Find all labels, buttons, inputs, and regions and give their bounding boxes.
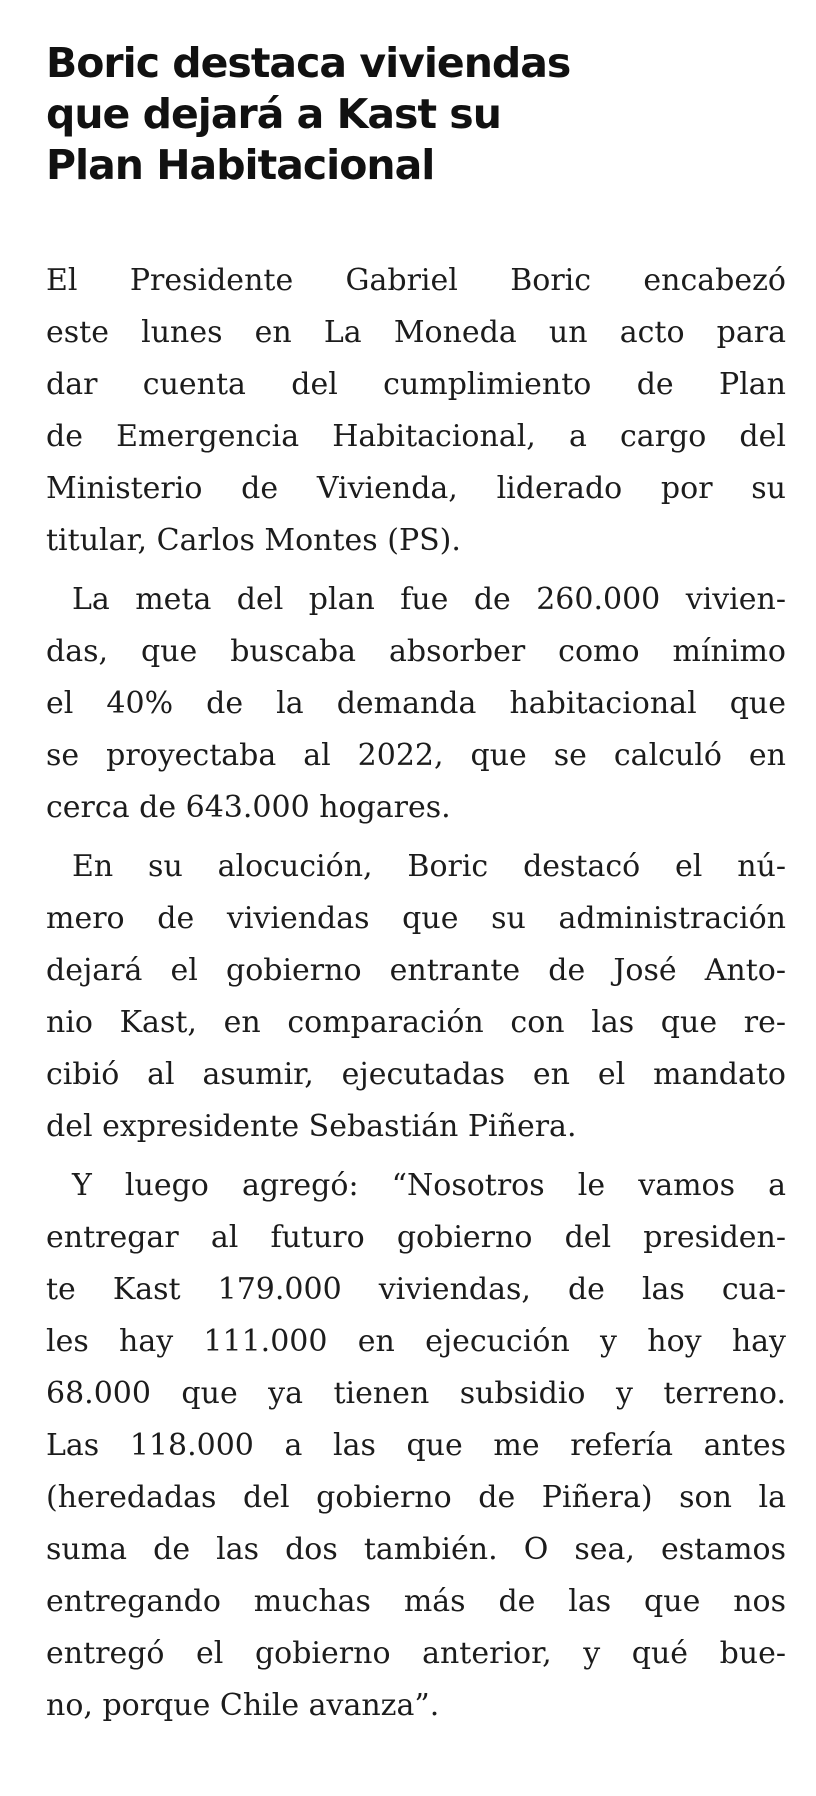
text-line: En su alocución, Boric destacó el nú- — [72, 849, 786, 884]
text-line: Ministerio de Vivienda, liderado por su — [46, 471, 786, 506]
text-line: suma de las dos también. O sea, estamos — [46, 1532, 786, 1567]
text-line: se proyectaba al 2022, que se calculó en — [46, 738, 786, 773]
text-line: entregar al futuro gobierno del presiden- — [46, 1220, 786, 1255]
paragraph-1 — [46, 255, 786, 567]
paragraph-3 — [46, 841, 786, 1153]
text-line: El Presidente Gabriel Boric encabezó — [46, 263, 786, 298]
text-line: no, porque Chile avanza”. — [46, 1688, 440, 1723]
text-line: Y luego agregó: “Nosotros le vamos a — [72, 1168, 786, 1203]
news-article — [46, 38, 786, 1739]
text-line: entregando muchas más de las que nos — [46, 1584, 786, 1619]
text-line: les hay 111.000 en ejecución y hoy hay — [46, 1324, 786, 1359]
text-line: te Kast 179.000 viviendas, de las cua- — [46, 1272, 786, 1307]
text-line: 68.000 que ya tienen subsidio y terreno. — [46, 1376, 786, 1411]
text-line: La meta del plan fue de 260.000 vivien- — [72, 582, 786, 617]
headline-line: que dejará a Kast su — [46, 90, 501, 138]
text-line: Las 118.000 a las que me refería antes — [46, 1428, 786, 1463]
paragraph-4 — [46, 1160, 786, 1732]
text-line: de Emergencia Habitacional, a cargo del — [46, 419, 786, 454]
text-line: (heredadas del gobierno de Piñera) son la — [46, 1480, 786, 1515]
text-line: titular, Carlos Montes (PS). — [46, 523, 461, 558]
text-line: nio Kast, en comparación con las que re- — [46, 1005, 786, 1040]
text-line: este lunes en La Moneda un acto para — [46, 315, 786, 350]
text-line: del expresidente Sebastián Piñera. — [46, 1109, 577, 1144]
paragraph-2 — [46, 574, 786, 834]
headline-line: Boric destaca viviendas — [46, 39, 571, 87]
text-line: el 40% de la demanda habitacional que — [46, 686, 786, 721]
headline-line: Plan Habitacional — [46, 141, 435, 189]
text-line: das, que buscaba absorber como mínimo — [46, 634, 786, 669]
article-headline — [46, 38, 786, 191]
text-line: dar cuenta del cumplimiento de Plan — [46, 367, 786, 402]
text-line: cerca de 643.000 hogares. — [46, 790, 451, 825]
article-body — [46, 255, 786, 1732]
text-line: cibió al asumir, ejecutadas en el mandato — [46, 1057, 786, 1092]
text-line: entregó el gobierno anterior, y qué bue- — [46, 1636, 786, 1671]
text-line: mero de viviendas que su administración — [46, 901, 786, 936]
text-line: dejará el gobierno entrante de José Anto- — [46, 953, 786, 988]
